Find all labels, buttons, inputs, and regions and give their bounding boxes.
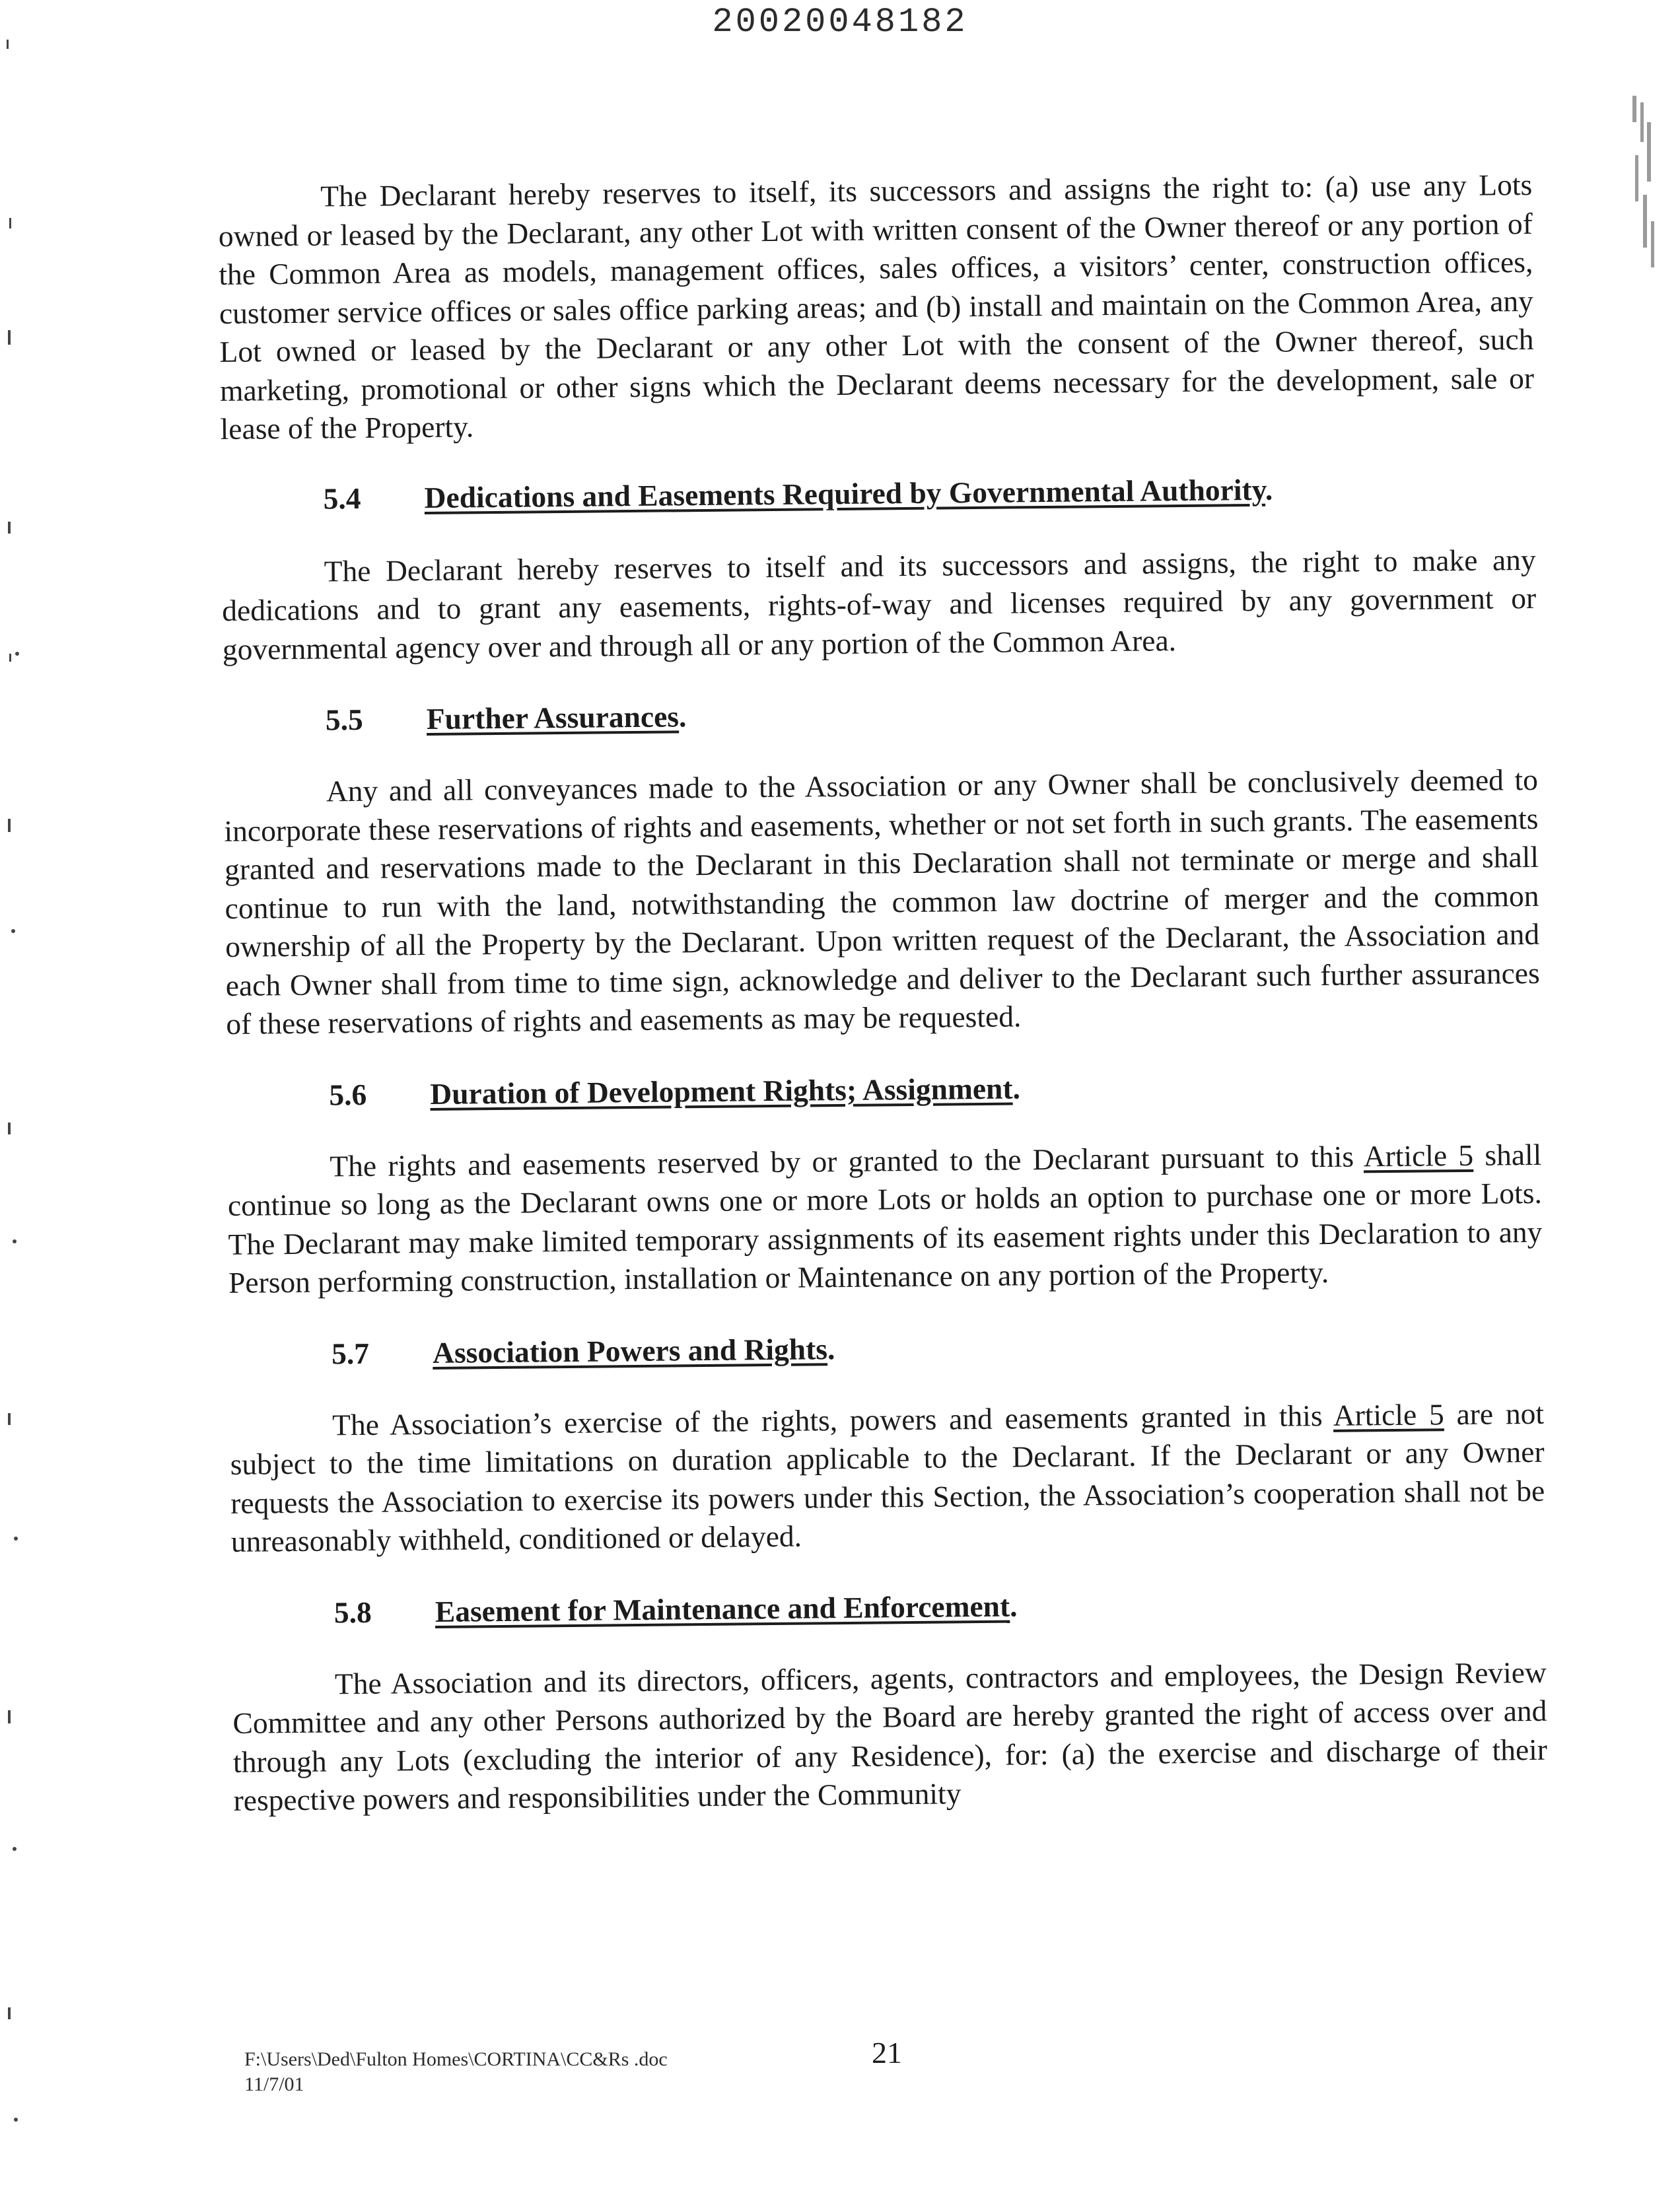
heading-period: . bbox=[827, 1331, 835, 1366]
heading-period: . bbox=[1265, 472, 1273, 506]
section-title: Further Assurances bbox=[426, 699, 680, 736]
paragraph-text: The Association’s exercise of the rights, powers and easements granted in this bbox=[332, 1398, 1323, 1441]
heading-period: . bbox=[1012, 1070, 1021, 1105]
paragraph-intro: The Declarant hereby reserves to itself, its successors and assigns the right to: (a) use any Lots owned or leased by the Declarant, any other Lot with written consent of the Owner thereof or any portion of the Common Area as models, management offices, sales offices, a visitors’ center, construction offices, customer service offices or sales office parking areas; and (b) install and maintain on the Common Area, any Lot owned or leased by the Declarant or any other Lot with the consent of the Owner thereof, such marketing, promotional or other signs which the Declarant deems necessary for the development, sale or lease of the Property. bbox=[218, 167, 1535, 446]
section-number: 5.4 bbox=[323, 481, 361, 515]
section-title: Duration of Development Rights; Assignment bbox=[430, 1071, 1013, 1111]
paragraph-5-6 bbox=[227, 1135, 1543, 1302]
section-title: Dedications and Easements Required by Governmental Authority bbox=[424, 472, 1266, 514]
scan-stamp-mark bbox=[1626, 83, 1662, 287]
footer-file-path: F:\Users\Ded\Fulton Homes\CORTINA\CC&Rs .doc bbox=[244, 2048, 668, 2070]
footer-date: 11/7/01 bbox=[244, 2073, 304, 2095]
section-number: 5.7 bbox=[331, 1336, 370, 1370]
section-number: 5.6 bbox=[329, 1077, 367, 1111]
section-title: Easement for Maintenance and Enforcement bbox=[435, 1589, 1010, 1628]
section-number: 5.8 bbox=[333, 1595, 372, 1629]
page-number: 21 bbox=[872, 2036, 902, 2069]
paragraph-text: are not subject to the time limitations on duration applicable to the Declarant. If the Declarant or any Owner requests the Association to exercise its powers under this Section, the Association’s cooperation shall not be unreasonably withheld, conditioned or delayed. bbox=[230, 1396, 1545, 1558]
paragraph-5-4: The Declarant hereby reserves to itself and its successors and assigns, the right to make any dedications and to grant any easements, rights-of-way and licenses required by any government or governmental agency over and through all or any portion of the Common Area. bbox=[222, 542, 1537, 666]
heading-period: . bbox=[1009, 1588, 1018, 1623]
page-body bbox=[218, 166, 1548, 1820]
paragraph-5-7 bbox=[230, 1394, 1545, 1561]
article-reference-link[interactable]: Article 5 bbox=[1333, 1397, 1444, 1432]
document-number: 20020048182 bbox=[712, 3, 968, 42]
section-title: Association Powers and Rights bbox=[432, 1331, 828, 1370]
paragraph-5-5: Any and all conveyances made to the Association or any Owner shall be conclusively deemed to incorporate these reservations of rights and easements, whether or not set forth in such grants. The easements granted and reservations made to the Declarant in this Declaration shall not terminate or merge and shall continue to run with the land, notwithstanding the common law doctrine of merger and the common ownership of all the Property by the Declarant. Upon written request of the Declarant, the Association and each Owner shall from time to time sign, acknowledge and deliver to the Declarant such further assurances of these reservations of rights and easements as may be requested. bbox=[224, 762, 1540, 1041]
heading-period: . bbox=[678, 699, 687, 734]
paragraph-text: The rights and easements reserved by or granted to the Declarant pursuant to this bbox=[330, 1139, 1354, 1183]
footer-file-info bbox=[244, 2047, 668, 2097]
article-reference-link[interactable]: Article 5 bbox=[1363, 1138, 1474, 1173]
margin-scan-marks bbox=[0, 0, 40, 2187]
section-number: 5.5 bbox=[325, 702, 363, 737]
paragraph-5-8: The Association and its directors, officers, agents, contractors and employees, the Design Review Committee and any other Persons authorized by the Board are hereby granted the right of access over and through any Lots (excluding the interior of any Residence), for: (a) the exercise and discharge of their respective powers and responsibilities under the Community bbox=[232, 1655, 1548, 1817]
paragraph-text: shall continue so long as the Declarant owns one or more Lots or holds an option to purchase one or more Lots. The Declarant may make limited temporary assignments of its easement rights under this Declaration to any Person performing construction, installation or Maintenance on any portion of the Property. bbox=[227, 1137, 1543, 1300]
